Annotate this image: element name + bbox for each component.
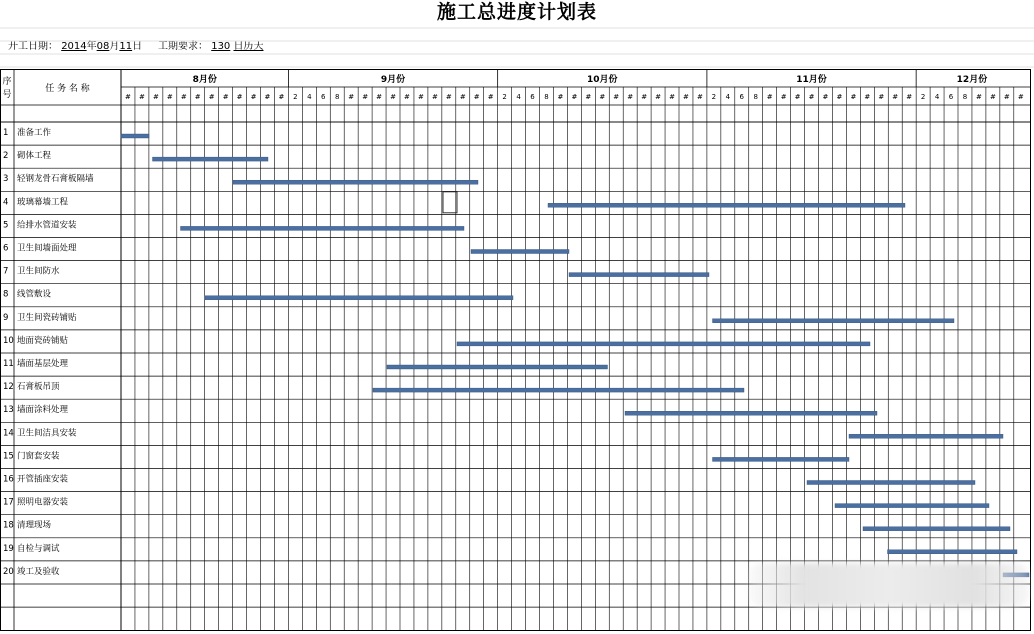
- period-value: 130: [211, 41, 231, 52]
- day-tick-label: #: [641, 93, 648, 101]
- day-tick-label: #: [278, 93, 285, 101]
- day-tick-label: #: [808, 93, 815, 101]
- task-number: 13: [3, 405, 14, 416]
- task-number: 9: [3, 312, 9, 323]
- period-unit: 日历天: [233, 41, 264, 52]
- task-number: 18: [3, 520, 14, 531]
- task-number: 19: [3, 543, 14, 554]
- task-name: 线管敷设: [17, 289, 52, 300]
- day-tick-label: #: [125, 93, 131, 101]
- day-tick-label: 2: [711, 93, 717, 101]
- day-tick-label: #: [208, 93, 215, 101]
- day-tick-label: #: [250, 93, 257, 101]
- day-tick-label: #: [459, 93, 466, 101]
- task-bar: [548, 203, 905, 207]
- start-date-label: 开工日期：: [8, 41, 58, 52]
- day-tick-label: #: [975, 93, 982, 101]
- task-name: 卫生间墙面处理: [17, 243, 77, 254]
- period-label: 工期要求：: [158, 41, 209, 52]
- task-number: 10: [3, 335, 14, 346]
- task-bar: [835, 504, 989, 508]
- day-tick-label: #: [138, 93, 145, 101]
- task-bar: [121, 134, 149, 138]
- day-tick-label: #: [906, 93, 913, 101]
- task-name: 卫生间防水: [17, 266, 60, 277]
- task-number: 16: [3, 474, 14, 485]
- day-tick-label: #: [166, 93, 173, 101]
- task-name: 砌体工程: [17, 151, 52, 162]
- day-tick-label: #: [669, 93, 675, 101]
- task-bar: [713, 319, 955, 323]
- task-number: 6: [3, 243, 9, 254]
- task-name: 照明电器安装: [17, 497, 69, 508]
- start-day: 11: [119, 41, 133, 52]
- day-tick-label: #: [473, 93, 480, 101]
- day-tick-label: #: [222, 93, 229, 101]
- day-tick-label: #: [836, 93, 843, 101]
- task-number: 7: [3, 266, 9, 277]
- day-tick-label: 2: [920, 93, 926, 101]
- day-tick-label: #: [766, 93, 773, 101]
- day-tick-label: #: [599, 93, 606, 101]
- task-bar: [457, 342, 870, 346]
- day-tick-label: #: [1003, 93, 1010, 101]
- task-bar: [205, 296, 513, 300]
- day-tick-label: #: [780, 93, 787, 101]
- task-bar: [863, 527, 1010, 531]
- day-tick-label: #: [794, 93, 801, 101]
- day-tick-label: #: [627, 93, 634, 101]
- task-number: 15: [3, 451, 14, 462]
- day-tick-label: #: [613, 93, 620, 101]
- day-char: 日: [132, 41, 143, 52]
- task-name: 石膏板吊顶: [17, 382, 60, 393]
- task-number: 12: [3, 382, 14, 393]
- day-tick-label: #: [180, 93, 187, 101]
- task-number: 20: [3, 566, 14, 577]
- day-tick-label: #: [152, 93, 159, 101]
- day-tick-label: #: [390, 93, 396, 101]
- task-bar: [713, 457, 850, 461]
- day-tick-label: 8: [544, 93, 549, 101]
- task-name: 门窗套安装: [17, 451, 60, 462]
- day-tick-label: #: [683, 93, 689, 101]
- day-tick-label: #: [878, 93, 885, 101]
- task-number: 11: [3, 359, 14, 369]
- blurred-watermark: [748, 563, 1030, 607]
- day-tick-label: 2: [502, 93, 507, 101]
- task-bar: [387, 365, 608, 369]
- day-tick-label: #: [585, 93, 592, 101]
- day-tick-label: 6: [321, 93, 326, 101]
- day-tick-label: #: [264, 93, 271, 101]
- month-label: 10月份: [587, 75, 618, 85]
- month-label: 9月份: [380, 75, 406, 85]
- day-tick-label: #: [850, 93, 857, 101]
- day-tick-label: #: [445, 93, 452, 101]
- start-year: 2014: [61, 41, 87, 52]
- task-number: 17: [3, 497, 14, 508]
- month-char: 月: [109, 41, 120, 52]
- task-bar: [888, 550, 1018, 554]
- task-number: 3: [3, 174, 9, 185]
- day-tick-label: 8: [334, 93, 340, 101]
- task-number: 8: [3, 289, 9, 300]
- day-tick-label: 4: [934, 93, 940, 101]
- task-bar: [625, 411, 877, 415]
- task-header: 任 务 名 称: [45, 84, 90, 94]
- day-tick-label: 6: [739, 93, 745, 101]
- day-tick-label: #: [487, 93, 494, 101]
- day-tick-label: 2: [293, 93, 298, 101]
- task-bar: [233, 180, 478, 184]
- day-tick-label: 4: [516, 93, 521, 101]
- day-tick-label: #: [892, 93, 899, 101]
- task-number: 1: [3, 128, 9, 138]
- task-bar: [849, 434, 1003, 438]
- year-char: 年: [86, 41, 97, 52]
- month-label: 8月份: [192, 75, 217, 85]
- day-tick-label: 8: [753, 93, 758, 101]
- day-tick-label: #: [571, 93, 578, 101]
- task-name: 开管插座安装: [17, 474, 69, 485]
- task-bar: [569, 273, 709, 277]
- day-tick-label: #: [431, 93, 438, 101]
- day-tick-label: #: [194, 93, 201, 101]
- task-name: 轻钢龙骨石膏板隔墙: [17, 174, 94, 185]
- task-name: 给排水管道安装: [17, 220, 77, 231]
- task-name: 墙面基层处理: [17, 359, 69, 369]
- page-title: 施工总进度计划表: [436, 1, 597, 23]
- day-tick-label: #: [362, 93, 369, 101]
- task-name: 自检与调试: [17, 543, 60, 554]
- day-tick-label: 6: [948, 93, 954, 101]
- day-tick-label: 8: [962, 93, 968, 101]
- task-number: 5: [3, 220, 9, 231]
- seq-header-char-1: 序: [2, 77, 12, 87]
- start-month: 08: [96, 41, 110, 52]
- task-name: 竣工及验收: [17, 566, 60, 577]
- task-number: 4: [3, 197, 9, 208]
- task-name: 清理现场: [17, 520, 52, 531]
- day-tick-label: 4: [725, 93, 731, 101]
- task-name: 卫生间瓷砖铺贴: [17, 312, 77, 323]
- task-bar: [373, 388, 744, 392]
- month-label: 11月份: [796, 75, 827, 85]
- task-bar: [807, 481, 975, 485]
- task-bar: [181, 226, 465, 230]
- day-tick-label: #: [348, 93, 355, 101]
- day-tick-label: #: [655, 93, 662, 101]
- task-number: 14: [3, 428, 14, 439]
- day-tick-label: #: [404, 93, 410, 101]
- month-label: 12月份: [956, 75, 988, 85]
- day-tick-label: #: [864, 93, 871, 101]
- day-tick-label: #: [989, 93, 996, 101]
- task-name: 墙面涂料处理: [17, 405, 69, 416]
- table-frame: [1, 70, 1031, 631]
- day-tick-label: 4: [307, 93, 312, 101]
- day-tick-label: #: [822, 93, 829, 101]
- day-tick-label: #: [417, 93, 424, 101]
- task-name: 玻璃幕墙工程: [17, 197, 69, 208]
- day-tick-label: #: [1017, 93, 1024, 101]
- task-bar: [153, 157, 269, 161]
- day-tick-label: #: [696, 93, 703, 101]
- task-name: 卫生间洁具安装: [17, 428, 77, 439]
- task-name: 准备工作: [17, 128, 52, 138]
- task-number: 2: [3, 151, 9, 162]
- cell-cursor: [443, 192, 457, 213]
- day-tick-label: #: [557, 93, 564, 101]
- day-tick-label: #: [376, 93, 383, 101]
- task-bar: [471, 250, 569, 254]
- task-name: 地面瓷砖铺贴: [17, 335, 69, 346]
- day-tick-label: #: [236, 93, 243, 101]
- seq-header-char-2: 号: [2, 90, 12, 100]
- day-tick-label: 6: [530, 93, 535, 101]
